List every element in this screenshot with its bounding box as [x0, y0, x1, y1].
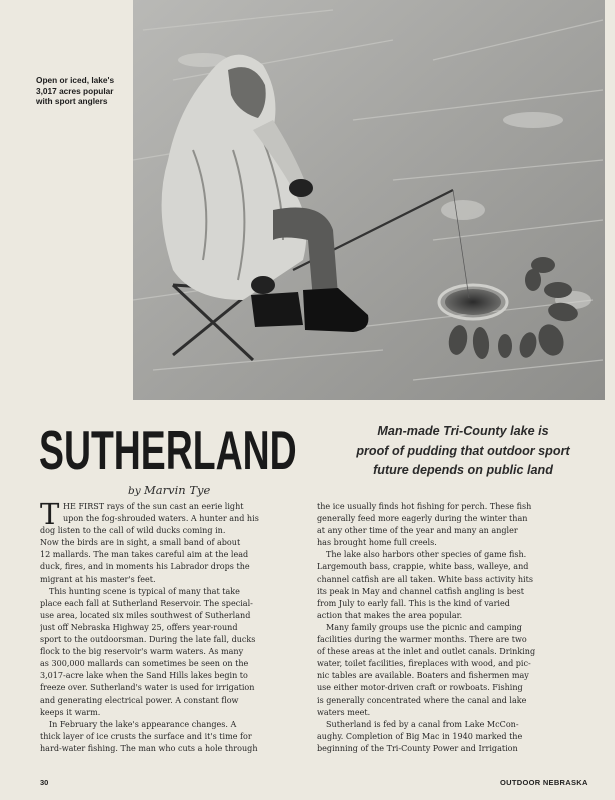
body-line: waters meet.	[317, 707, 371, 717]
body-line: nic tables are available. Boaters and fishermen may	[317, 671, 529, 681]
body-line: Largemouth bass, crappie, white bass, walleye, and	[317, 562, 529, 572]
body-line: of these areas at the inlet and outlet canals. Drinking	[317, 647, 536, 657]
byline-prefix: by	[128, 485, 141, 497]
body-line: aughy. Completion of Big Mac in 1940 marked the	[317, 731, 523, 741]
deck-line: future depends on public land	[373, 463, 553, 477]
page-number: 30	[40, 778, 49, 787]
article-column-left	[40, 497, 301, 755]
body-line: The lake also harbors other species of game fish.	[326, 550, 527, 560]
body-line: just off Nebraska Highway 25, offers year-round	[40, 622, 238, 632]
body-line: generally feed more eagerly during the winter than	[317, 514, 528, 524]
body-line: the ice usually finds hot fishing for perch. These fish	[317, 502, 532, 511]
caption-line: 3,017 acres popular	[36, 85, 114, 96]
body-line: sport to the outdoorsman. During the late fall, ducks	[40, 635, 256, 645]
body-line: its peak in May and channel catfish angling is best	[317, 586, 525, 596]
article-title: SUTHERLAND	[39, 419, 297, 481]
article-column-right	[317, 501, 578, 755]
body-line: use area, located six miles southwest of Sutherland	[40, 610, 251, 620]
ice-fishing-icon	[133, 0, 605, 400]
body-line: is generally concentrated where the canal and lake	[317, 695, 527, 705]
body-line: use either motor-driven craft or rowboats. Fishing	[317, 683, 523, 693]
body-line: beginning of the Tri-County Power and Irrigation	[317, 743, 518, 753]
body-line: freeze over. Sutherland's water is used for irrigation	[40, 683, 255, 693]
body-line: and generating electrical power. A constant flow	[40, 695, 239, 705]
body-line: 3,017-acre lake when the Sand Hills lakes begin to	[40, 671, 248, 681]
body-line: channel catfish are all taken. White bass activity hits	[317, 574, 533, 584]
body-line: Many family groups use the picnic and camping	[326, 622, 522, 632]
ice-fishing-photo	[133, 0, 605, 400]
body-line: facilities during the warmer months. There are two	[317, 635, 527, 645]
body-line: Sutherland is fed by a canal from Lake McCon-	[326, 719, 519, 729]
body-line: flock to the big reservoir's warm waters. As many	[40, 647, 244, 657]
body-line: This hunting scene is typical of many that take	[49, 586, 240, 596]
body-line: as 300,000 mallards can sometimes be seen on the	[40, 659, 249, 669]
byline	[128, 483, 210, 497]
body-line: dog listen to the call of wild ducks coming in.	[40, 526, 226, 536]
caption-line: with sport anglers	[36, 96, 108, 106]
deck-line: proof of pudding that outdoor sport	[356, 443, 570, 458]
body-line: 12 mallards. The man takes careful aim at the lead	[40, 550, 249, 560]
body-line: keeps it warm.	[40, 707, 101, 717]
body-line: Now the birds are in sight, a small band of about	[40, 538, 241, 548]
body-line: has brought home full creels.	[317, 538, 437, 548]
body-line: from July to early fall. This is the kind of varied	[317, 598, 510, 608]
body-line: migrant at his master's feet.	[40, 574, 156, 584]
body-line: upon the fog-shrouded waters. A hunter and his	[63, 514, 259, 524]
body-line: HE FIRST rays of the sun cast an eerie light	[63, 502, 244, 511]
body-line: duck, fires, and in moments his Labrador drops the	[40, 562, 250, 572]
caption-line: Open or iced, lake's	[36, 75, 115, 85]
article-deck	[338, 422, 588, 481]
photo-caption	[36, 75, 132, 107]
body-line: at any other time of the year and many an angler	[317, 526, 518, 536]
body-line: place each fall at Sutherland Reservoir. The special-	[40, 598, 253, 608]
body-line: In February the lake's appearance changes. A	[49, 719, 237, 729]
deck-line: Man-made Tri-County lake is	[377, 424, 549, 438]
body-line: hard-water fishing. The man who cuts a hole through	[40, 743, 258, 753]
drop-cap: T	[40, 497, 60, 531]
body-line: thick layer of ice crusts the surface and it's time for	[40, 731, 252, 741]
author-name: Marvin Tye	[144, 483, 211, 497]
body-line: action that makes the area popular.	[317, 610, 463, 620]
body-line: water, toilet facilities, fireplaces with wood, and pic-	[317, 659, 531, 669]
publication-name: OUTDOOR NEBRASKA	[500, 778, 588, 787]
